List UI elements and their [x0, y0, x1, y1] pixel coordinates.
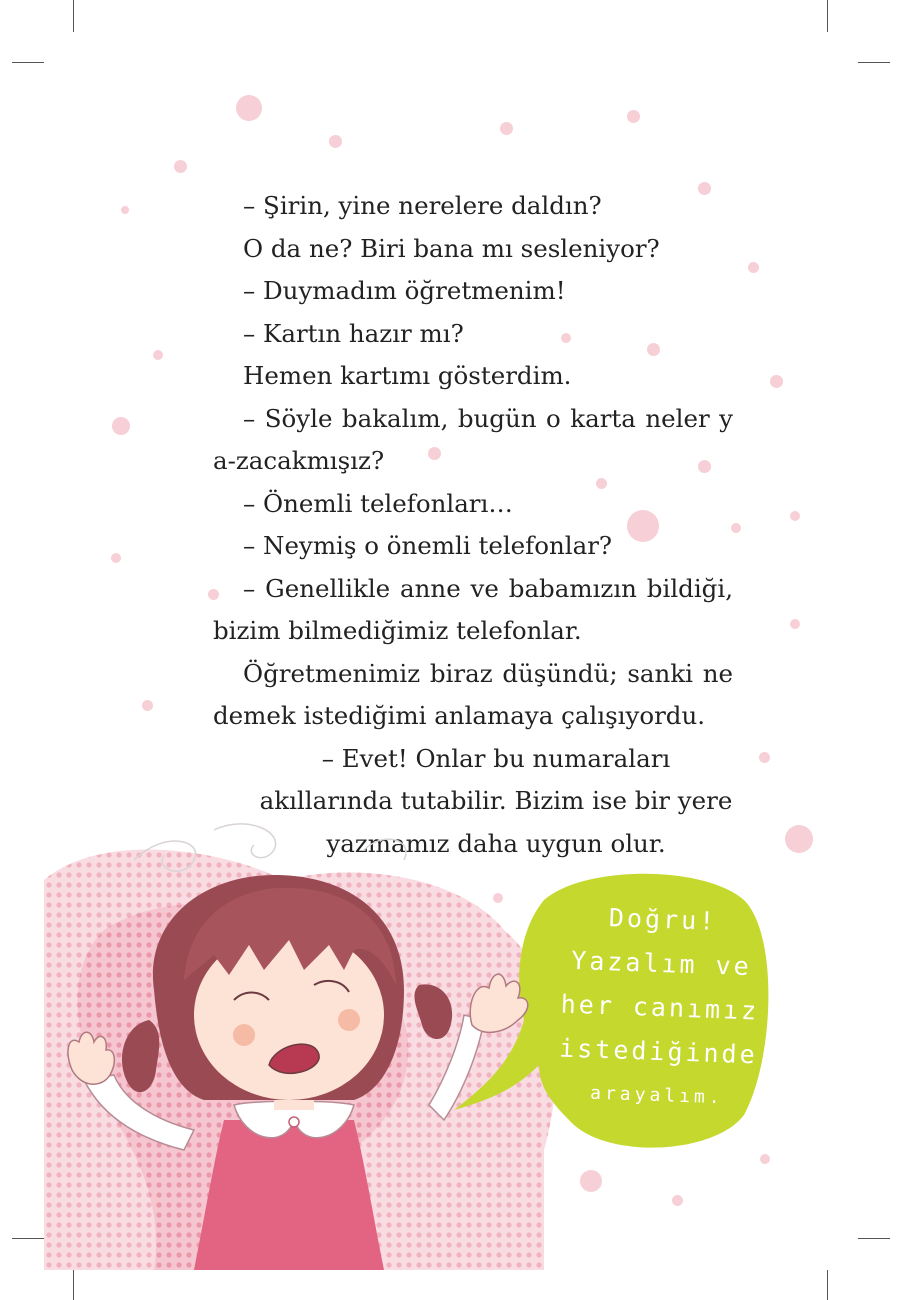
crop-mark: [827, 1270, 828, 1300]
decorative-dot: [785, 825, 813, 853]
bubble-line: Doğru!: [608, 903, 718, 936]
bubble-line: istediğinde: [558, 1033, 759, 1070]
dialogue-line: – Genellikle anne ve babamızın bildiği, bizim bilmediğimiz telefonlar.: [213, 573, 733, 645]
crop-mark: [73, 1270, 74, 1300]
crop-mark: [73, 0, 74, 32]
bubble-line: her canımız: [560, 989, 760, 1026]
decorative-dot: [111, 553, 121, 563]
decorative-dot: [121, 206, 129, 214]
decorative-dot: [790, 619, 800, 629]
decorative-dot: [142, 700, 153, 711]
decorative-dot: [627, 110, 640, 123]
decorative-dot: [748, 262, 759, 273]
dialogue-line: O da ne? Biri bana mı sesleniyor?: [243, 233, 660, 263]
dress: [194, 1120, 384, 1270]
decorative-dot: [329, 135, 342, 148]
crop-mark: [858, 62, 890, 63]
crop-mark: [858, 1238, 890, 1239]
left-cheek: [233, 1024, 255, 1046]
story-text: [213, 185, 733, 865]
bubble-line: Yazalım ve: [570, 945, 753, 982]
crop-mark: [827, 0, 828, 32]
dialogue-line: – Kartın hazır mı?: [243, 318, 464, 348]
decorative-dot: [174, 160, 187, 173]
right-cheek: [338, 1009, 360, 1031]
dialogue-line: – Önemli telefonları…: [243, 488, 513, 518]
bubble-line: arayalım.: [589, 1082, 725, 1109]
dialogue-line: – Neymiş o önemli telefonlar?: [243, 531, 613, 560]
decorative-dot: [759, 752, 770, 763]
speech-bubble-text: [551, 894, 769, 1121]
decorative-dot: [770, 375, 783, 388]
dialogue-line: – Evet! Onlar bu numaraları akıllarında tutabilir. Bizim ise bir yere yazmamız daha uygun olur.: [259, 743, 733, 858]
dialogue-line: – Söyle bakalım, bugün o karta neler ya-zacakmışız?: [213, 403, 733, 475]
crop-mark: [12, 1238, 44, 1239]
decorative-dot: [236, 95, 262, 121]
dialogue-line: – Duymadım öğretmenim!: [243, 276, 566, 305]
decorative-dot: [790, 511, 800, 521]
decorative-dot: [153, 350, 163, 360]
dialogue-line: – Şirin, yine nerelere daldın?: [243, 191, 602, 220]
swirl-line: [214, 824, 276, 858]
dialogue-line: Hemen kartımı gösterdim.: [243, 361, 572, 390]
decorative-dot: [500, 122, 513, 135]
crop-mark: [12, 62, 44, 63]
swirl-line: [364, 839, 406, 860]
dialogue-line: Öğretmenimiz biraz düşündü; sanki ne demek istediğimi anlamaya çalışıyordu.: [213, 658, 733, 730]
collar-bow: [289, 1117, 299, 1127]
decorative-dot: [112, 417, 130, 435]
